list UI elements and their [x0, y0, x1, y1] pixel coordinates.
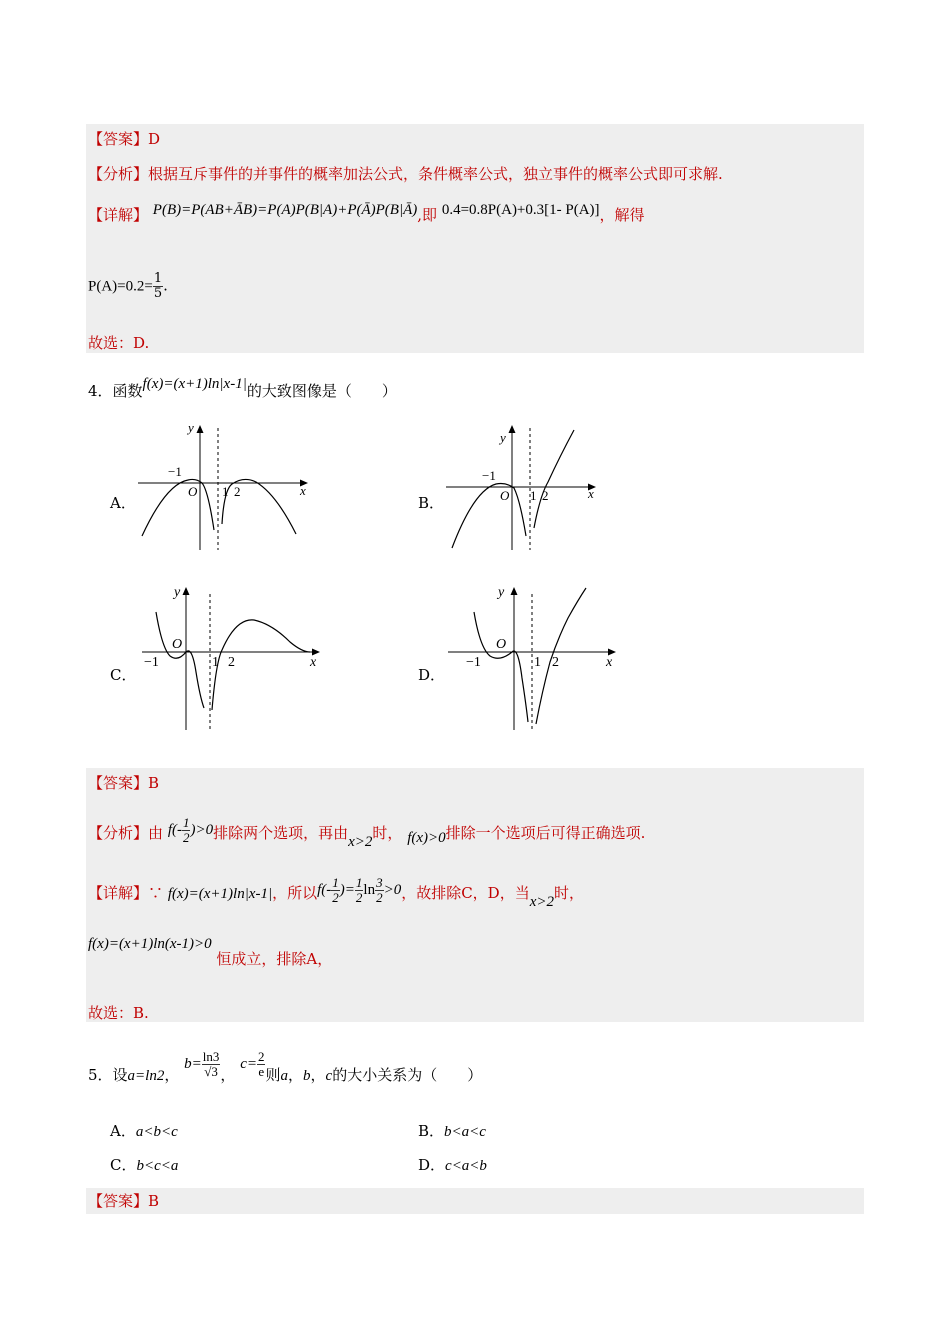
detail-tag: 【详解】	[88, 206, 149, 224]
analysis-end: 排除一个选项后可得正确选项.	[445, 823, 646, 842]
analysis-tag: 【分析】	[88, 165, 149, 183]
q4-detail-line2	[88, 936, 333, 968]
q5-option-d[interactable]	[418, 1156, 487, 1175]
result-fraction: $\frac{1}{5}$	[153, 271, 163, 301]
q4-detail-line	[88, 875, 585, 910]
detail-so: ，所以	[272, 883, 318, 902]
q4-option-b-label: B．	[418, 494, 445, 512]
answer-tag: 【答案】	[88, 1192, 149, 1210]
detail-tail: ，解得	[599, 206, 645, 224]
answer-value: D	[148, 130, 161, 148]
q4-option-d-label: D．	[418, 666, 446, 684]
tick-1: 1	[534, 655, 541, 670]
q4-option-a-label: A．	[110, 494, 136, 512]
q4-graph-b	[444, 420, 624, 552]
result-left: P(A)=0.2=	[88, 278, 153, 295]
origin-label: O	[188, 484, 198, 499]
q5-a-def: a=ln2	[127, 1067, 165, 1084]
detail-join: ,即	[417, 206, 438, 224]
origin-label: O	[500, 488, 510, 503]
prev-result-line: P(A)=0.2= $\frac{1}{5}$ .	[88, 271, 168, 301]
q5-solution-panel	[86, 1188, 864, 1214]
x-axis-label: x	[310, 655, 317, 670]
because-symbol: ∵	[148, 883, 164, 902]
detail-time: 时，	[554, 883, 585, 902]
option-text: c<a<b	[445, 1158, 487, 1174]
q4-suffix: 的大致图像是（ ）	[246, 382, 397, 400]
y-axis-label: y	[498, 585, 505, 600]
detail-formula: P(B)=P(AB+ĀB)=P(A)P(B|A)+P(Ā)P(B|Ā)	[152, 202, 418, 218]
x-axis-label: x	[300, 483, 306, 498]
detail-formula2: 0.4=0.8P(A)+0.3[1- P(A)]	[441, 202, 600, 218]
option-text: a<b<c	[135, 1124, 178, 1140]
answer-tag: 【答案】	[88, 774, 149, 792]
answer-value: B	[148, 774, 160, 792]
answer-tag: 【答案】	[88, 130, 149, 148]
q4-choice: 故选：B.	[88, 1004, 149, 1022]
tick-neg1: −1	[168, 464, 182, 479]
tick-2: 2	[552, 655, 559, 670]
detail-tag: 【详解】	[88, 883, 149, 902]
origin-label: O	[172, 637, 183, 652]
q4-graph-a	[136, 420, 316, 552]
q4-answer-line	[88, 774, 159, 792]
x-axis-label: x	[588, 486, 594, 501]
option-text: b<c<a	[136, 1158, 179, 1174]
y-axis-label: y	[500, 430, 506, 445]
tick-1: 1	[212, 655, 219, 670]
tick-neg1: −1	[144, 655, 159, 670]
q4-formula: f(x)=(x+1)ln|x-1|	[142, 376, 247, 392]
q5-tail: 的大小关系为（ ）	[332, 1065, 483, 1084]
option-label: C．	[110, 1156, 137, 1174]
y-axis-label: y	[174, 585, 181, 600]
q4-option-c-label: C．	[110, 666, 137, 684]
tick-2: 2	[228, 655, 235, 670]
x-axis-label: x	[606, 655, 613, 670]
option-label: D．	[418, 1156, 446, 1174]
q5-stem: 5．设a=ln2， b= $\frac{\ln 3}{√3}$ ， c= $\frac{2}{e}$ 则a，b，c的大小关系为（ ）	[88, 1049, 483, 1084]
q4-graph-d	[446, 582, 626, 732]
option-text: b<a<c	[444, 1124, 486, 1140]
prev-detail-line	[88, 202, 645, 225]
detail-cond: x>2	[529, 893, 554, 910]
q5-c-def: c= $\frac{2}{e}$	[240, 1049, 265, 1079]
detail-exclude: ，故排除C，D，当	[401, 883, 530, 902]
answer-value: B	[148, 1192, 160, 1210]
q5-option-a[interactable]	[110, 1122, 178, 1141]
tick-neg1: −1	[466, 655, 481, 670]
prev-choice: 故选：D.	[88, 334, 150, 352]
tick-1: 1	[530, 488, 537, 503]
detail-f: f(x)=(x+1)ln|x-1|	[167, 885, 273, 902]
origin-label: O	[496, 637, 507, 652]
tick-2: 2	[234, 484, 241, 499]
q4-number: 4．函数	[88, 382, 143, 400]
analysis-f2: f(x)>0	[407, 829, 446, 846]
analysis-mid: 排除两个选项，再由	[213, 823, 349, 842]
analysis-tag: 【分析】	[88, 823, 149, 842]
q4-graph-c	[140, 582, 330, 732]
q5-answer-line	[88, 1192, 159, 1210]
q5-b-def: b= $\frac{\ln 3}{√3}$	[184, 1049, 220, 1079]
line2-text: 恒成立，排除A，	[216, 950, 333, 968]
line2-formula: f(x)=(x+1)ln(x-1)>0	[88, 936, 212, 952]
detail-eval: f(- $\frac{1}{2}$ )= $\frac{1}{2}$ ln $\frac{3}{2}$ >0	[317, 875, 402, 905]
y-axis-label: y	[188, 420, 194, 435]
q5-number: 5．设	[88, 1065, 128, 1084]
tick-neg1: −1	[482, 468, 496, 483]
analysis-f1: f(- $\frac{1}{2}$ )>0	[167, 815, 214, 845]
q4-stem	[88, 376, 397, 401]
q4-analysis-line	[88, 815, 646, 850]
tick-1: 1	[222, 484, 229, 499]
prev-answer-line	[88, 130, 160, 148]
analysis-time: 时，	[372, 823, 403, 842]
option-label: A．	[110, 1122, 136, 1140]
q5-option-b[interactable]	[418, 1122, 486, 1141]
prev-analysis-line	[88, 165, 723, 183]
analysis-cond: x>2	[348, 833, 373, 850]
tick-2: 2	[542, 488, 549, 503]
prev-solution-panel	[86, 124, 864, 353]
option-label: B．	[418, 1122, 445, 1140]
analysis-pre: 由	[148, 823, 164, 842]
q5-option-c[interactable]	[110, 1156, 178, 1175]
analysis-text: 根据互斥事件的并事件的概率加法公式，条件概率公式，独立事件的概率公式即可求解.	[148, 165, 723, 183]
